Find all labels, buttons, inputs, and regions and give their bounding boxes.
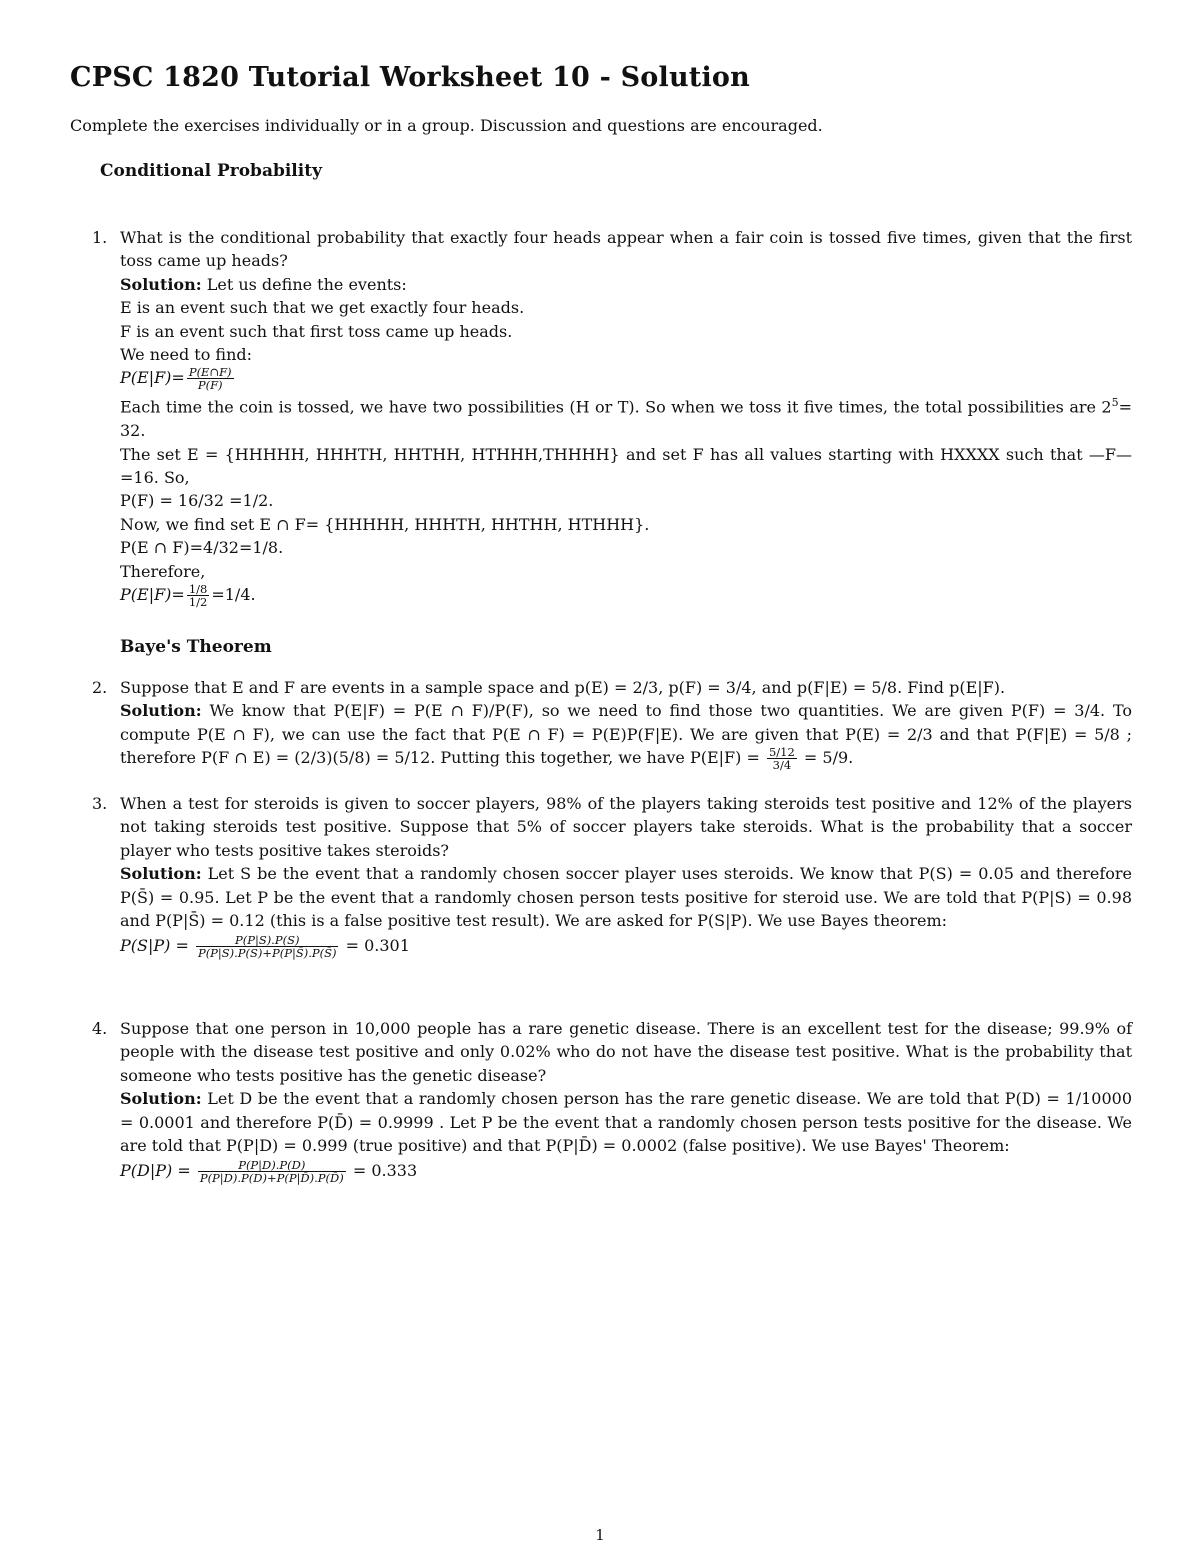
- fraction-denominator: 3/4: [772, 758, 792, 773]
- exponent: 5: [1111, 396, 1119, 410]
- formula-lhs: P(D|P) =: [120, 1161, 191, 1181]
- solution-line: Therefore,: [120, 561, 206, 581]
- problem-number: 1.: [92, 228, 108, 247]
- problem-question: When a test for steroids is given to soccer players, 98% of the players taking steroids test positive and 12% of the players not taking steroids test positive. Suppose that 5% of soccer players take steroids. What is the probability that a soccer player who tests positive takes steroids?: [120, 794, 1132, 860]
- problem-question: What is the conditional probability that exactly four heads appear when a fair coin is tossed five times, given that the first toss came up heads?: [120, 228, 1132, 271]
- solution-label: Solution:: [120, 274, 202, 294]
- formula-result: =1/4.: [211, 585, 256, 605]
- solution-label: Solution:: [120, 701, 202, 721]
- formula-result: = 0.301: [345, 936, 410, 956]
- solution-label: Solution:: [120, 864, 202, 884]
- formula-line: [120, 583, 1132, 608]
- solution-line: Let us define the events:: [206, 274, 407, 294]
- solution-line: The set E = {HHHHH, HHHTH, HHTHH, HTHHH,THHHH} and set F has all values starting with HXXXX such that —F—=16. So,: [120, 444, 1132, 487]
- fraction-denominator: P(P|S).P(S)+P(P|S̄).P(S̄): [197, 946, 337, 961]
- formula-line: [120, 366, 1132, 391]
- solution-line: [120, 391, 1132, 442]
- problem-question: Suppose that E and F are events in a sample space and p(E) = 2/3, p(F) = 3/4, and p(F|E) = 5/8. Find p(E|F).: [120, 678, 1006, 697]
- solution-label: Solution:: [120, 1089, 202, 1109]
- fraction-numerator: P(P|D).P(D): [198, 1159, 346, 1172]
- fraction: [187, 583, 210, 608]
- solution-text: Each time the coin is tossed, we have two possibilities (H or T). So when we toss it five times, the total possibilities are 2: [120, 397, 1112, 417]
- problem-4: [92, 1017, 1132, 1184]
- problem-2: [92, 676, 1132, 771]
- fraction: [198, 1159, 346, 1184]
- fraction: [767, 746, 797, 771]
- fraction-denominator: P(P|D).P(D)+P(P|D̄).P(D̄): [199, 1171, 344, 1186]
- problem-number: 4.: [92, 1019, 108, 1038]
- formula-line: [120, 934, 1132, 959]
- formula-lhs: P(E|F)=: [120, 368, 185, 388]
- formula-result: = 0.333: [352, 1161, 418, 1181]
- formula-lhs: P(E|F)=: [120, 585, 185, 605]
- fraction-numerator: P(P|S).P(S): [196, 934, 339, 947]
- solution-paragraph: [120, 1087, 1132, 1157]
- problem-number: 3.: [92, 794, 108, 813]
- solution-text: Let D be the event that a randomly chosen person has the rare genetic disease. We are told that P(D) = 1/10000 = 0.0001 and therefore P(D̄) = 0.9999 . Let P be the event that a randomly chosen person tests positive for the disease. We are told that P(P|D) = 0.999 (true positive) and that P(P|D̄) = 0.0002 (false positive). We use Bayes' Theorem:: [120, 1089, 1132, 1156]
- solution-paragraph: [120, 862, 1132, 932]
- solution-line: E is an event such that we get exactly four heads.: [120, 298, 525, 318]
- solution-line: F is an event such that first toss came up heads.: [120, 321, 513, 341]
- formula-result: = 5/9.: [803, 748, 854, 768]
- page-title: CPSC 1820 Tutorial Worksheet 10 - Solution: [70, 62, 750, 93]
- solution-line: P(F) = 16/32 =1/2.: [120, 491, 274, 511]
- fraction-denominator: P(F): [197, 378, 223, 393]
- solution-paragraph: [120, 699, 1132, 771]
- section-heading-bayes: Baye's Theorem: [120, 637, 272, 657]
- fraction-numerator: 1/8: [188, 582, 208, 597]
- formula-lhs: P(S|P) =: [120, 936, 189, 956]
- solution-line: Now, we find set E ∩ F= {HHHHH, HHHTH, HHTHH, HTHHH}.: [120, 514, 650, 534]
- fraction-numerator: P(E∩F): [188, 365, 232, 380]
- solution-text: = 32.: [120, 397, 1132, 441]
- fraction: [187, 366, 234, 391]
- fraction-denominator: 1/2: [188, 595, 208, 610]
- intro-text: Complete the exercises individually or in a group. Discussion and questions are encouraged.: [70, 116, 823, 135]
- problem-1: [92, 226, 1132, 608]
- page-number: 1: [595, 1526, 605, 1544]
- solution-text: Let S be the event that a randomly chosen soccer player uses steroids. We know that P(S) = 0.05 and therefore P(S̄) = 0.95. Let P be the event that a randomly chosen person tests positive for steroid use. We are told that P(P|S) = 0.98 and P(P|S̄) = 0.12 (this is a false positive test result). We are asked for P(S|P). We use Bayes theorem:: [120, 864, 1132, 931]
- problem-number: 2.: [92, 678, 108, 697]
- section-heading-conditional: Conditional Probability: [100, 161, 322, 181]
- solution-text: We know that P(E|F) = P(E ∩ F)/P(F), so we need to find those two quantities. We are given P(F) = 3/4. To compute P(E ∩ F), we can use the fact that P(E ∩ F) = P(E)P(F|E). We are given that P(E) = 2/3 and that P(F|E) = 5/8 ; therefore P(F ∩ E) = (2/3)(5/8) = 5/12. Putting this together, we have P(E|F) =: [120, 701, 1133, 768]
- problem-3: [92, 792, 1132, 959]
- fraction: [196, 934, 339, 959]
- solution-line: P(E ∩ F)=4/32=1/8.: [120, 538, 284, 558]
- fraction-numerator: 5/12: [768, 745, 795, 760]
- solution-line: We need to find:: [120, 345, 253, 365]
- formula-line: [120, 1159, 1132, 1184]
- problem-question: Suppose that one person in 10,000 people has a rare genetic disease. There is an excellent test for the disease; 99.9% of people with the disease test positive and only 0.02% who do not have the disease test positive. What is the probability that someone who tests positive has the genetic disease?: [120, 1019, 1132, 1085]
